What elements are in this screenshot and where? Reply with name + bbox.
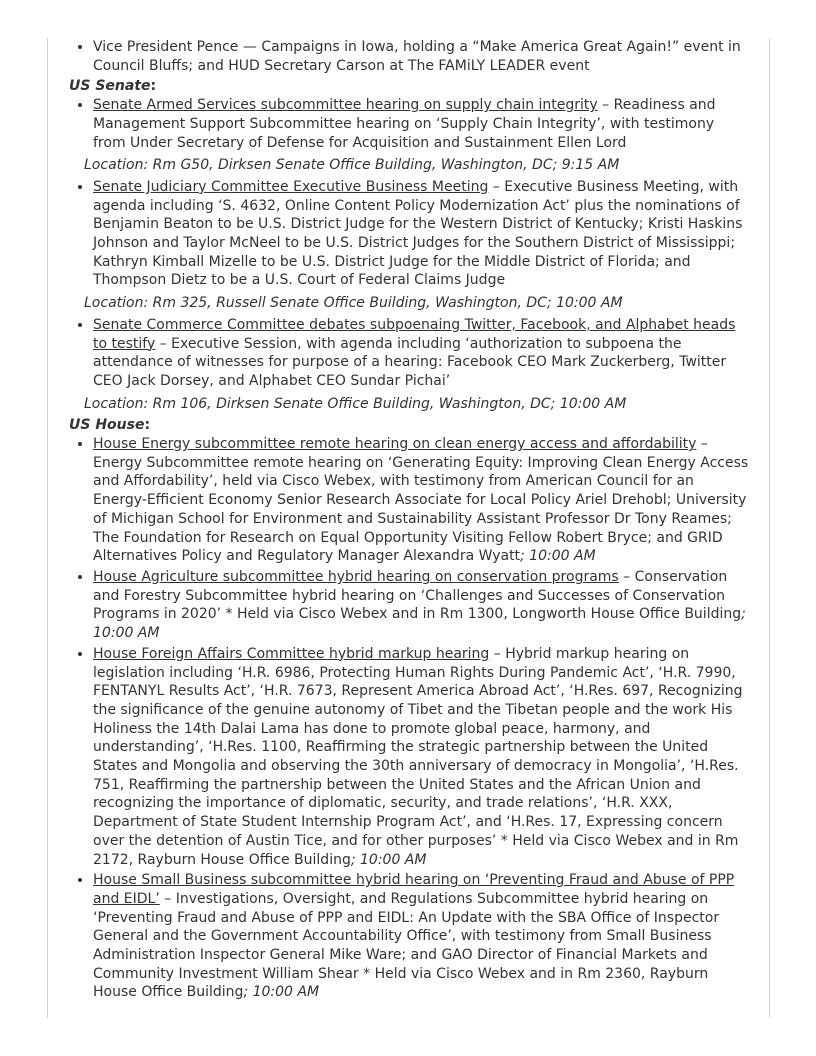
item-text: Vice President Pence — Campaigns in Iowa, holding a “Make America Great Again!” event in Council Bluffs; and HUD Secretary Carson at The FAMiLY LEADER event bbox=[93, 39, 741, 74]
event-location: Location: Rm 325, Russell Senate Office Building, Washington, DC; 10:00 AM bbox=[84, 295, 623, 312]
list-item bbox=[93, 568, 751, 643]
event-location: Location: Rm G50, Dirksen Senate Office Building, Washington, DC; 9:15 AM bbox=[84, 157, 620, 174]
top-list bbox=[69, 38, 751, 75]
house-list bbox=[69, 435, 751, 1002]
event-description: – Executive Session, with agenda including ‘authorization to subpoena the attendance of witnesses for purpose of a hearing: Facebook CEO Mark Zuckerberg, Twitter CEO Jack Dorsey, and Alphabet CEO Sundar Pichai’ bbox=[93, 335, 727, 389]
event-location: Location: Rm 106, Dirksen Senate Office Building, Washington, DC; 10:00 AM bbox=[84, 395, 627, 412]
event-time: ; 10:00 AM bbox=[243, 984, 320, 1001]
event-description: – Investigations, Oversight, and Regulations Subcommittee hybrid hearing on ‘Preventing Fraud and Abuse of PPP and EIDL: An Update with the SBA Office of Inspector General and the Government Accountability Office’, with testimony from Small Business Administration Inspector General Mike Ware; and GAO Director of Financial Markets and Community Investment William Shear * Held via Cisco Webex and in Rm 2360, Rayburn House Office Building bbox=[93, 890, 720, 1001]
event-link[interactable]: House Foreign Affairs Committee hybrid markup hearing bbox=[93, 645, 490, 662]
event-link[interactable]: Senate Armed Services subcommittee hearing on supply chain integrity bbox=[93, 97, 598, 114]
event-time: ; 10:00 AM bbox=[520, 548, 596, 565]
list-item bbox=[93, 645, 751, 869]
document-page bbox=[47, 38, 770, 1018]
event-link[interactable]: House Agriculture subcommittee hybrid hearing on conservation programs bbox=[93, 568, 619, 585]
event-description: – Readiness and Management Support Subcommittee hearing on ‘Supply Chain Integrity’, with testimony from Under Secretary of Defense for Acquisition and Sustainment Ellen Lord bbox=[93, 97, 716, 151]
event-link[interactable]: Senate Commerce Committee debates subpoenaing Twitter, Facebook, and Alphabet heads to testify bbox=[93, 316, 736, 352]
senate-list bbox=[69, 316, 751, 391]
event-description: – Hybrid markup hearing on legislation including ‘H.R. 6986, Protecting Human Rights During Pandemic Act’, ‘H.R. 7990, FENTANYL Results Act’, ‘H.R. 7673, Represent America Abroad Act’, ‘H.Res. 697, Recognizing the significance of the genuine autonomy of Tibet and the Tibetan people and the work His Holiness the 14th Dalai Lama has done to promote global peace, harmony, and understanding’, ‘H.Res. 1100, Reaffirming the strategic partnership between the United States and Mongolia and observing the 30th anniversary of democracy in Mongolia’, ‘H.Res. 751, Reaffirming the partnership between the United States and the African Union and recognizing the importance of diplomatic, security, and trade relations’, ‘H.R. XXX, Department of State Student Internship Program Act’, and ‘H.Res. 17, Expressing concern over the detention of Austin Tice, and for other purposes’ * Held via Cisco Webex and in Rm 2172, Rayburn House Office Building bbox=[93, 645, 743, 868]
event-time: ; 10:00 AM bbox=[350, 851, 427, 868]
event-description: – Executive Business Meeting, with agenda including ‘S. 4632, Online Content Policy Modernization Act’ plus the nominations of Benjamin Beaton to be U.S. District Judge for the Western District of Kentucky; Kristi Haskins Johnson and Taylor McNeel to be U.S. District Judges for the Southern District of Mississippi; Kathryn Kimball Mizelle to be U.S. District Judge for the Middle District of Florida; and Thompson Dietz to be a U.S. Court of Federal Claims Judge bbox=[93, 178, 743, 289]
list-item bbox=[93, 178, 751, 290]
document-content bbox=[69, 38, 751, 1004]
list-item bbox=[93, 316, 751, 391]
list-item bbox=[93, 96, 751, 152]
senate-list bbox=[69, 178, 751, 290]
list-item bbox=[93, 38, 751, 75]
senate-list bbox=[69, 96, 751, 152]
list-item bbox=[93, 871, 751, 1002]
event-description: – Energy Subcommittee remote hearing on ‘Generating Equity: Improving Clean Energy Access and Affordability’, held via Cisco Webex, with testimony from American Council for an Energy-Efficient Economy Senior Research Associate for Local Policy Ariel Drehobl; University of Michigan School for Environment and Sustainability Assistant Professor Dr Tony Reames; The Foundation for Research on Equal Opportunity Visiting Fellow Robert Bryce; and GRID Alternatives Policy and Regulatory Manager Alexandra Wyatt bbox=[93, 436, 749, 565]
event-time: ; 10:00 AM bbox=[93, 606, 746, 642]
house-heading: US House: bbox=[69, 417, 151, 434]
event-link[interactable]: House Energy subcommittee remote hearing on clean energy access and affordability bbox=[93, 436, 697, 453]
list-item bbox=[93, 435, 751, 566]
event-description: – Conservation and Forestry Subcommittee hybrid hearing on ‘Challenges and Successes of Conservation Programs in 2020’ * Held via Cisco Webex and in Rm 1300, Longworth House Office Building bbox=[93, 568, 742, 623]
event-link[interactable]: Senate Judiciary Committee Executive Business Meeting bbox=[93, 178, 489, 195]
event-link[interactable]: House Small Business subcommittee hybrid hearing on ‘Preventing Fraud and Abuse of PPP and EIDL’ bbox=[93, 872, 735, 907]
senate-heading: US Senate: bbox=[69, 78, 157, 95]
